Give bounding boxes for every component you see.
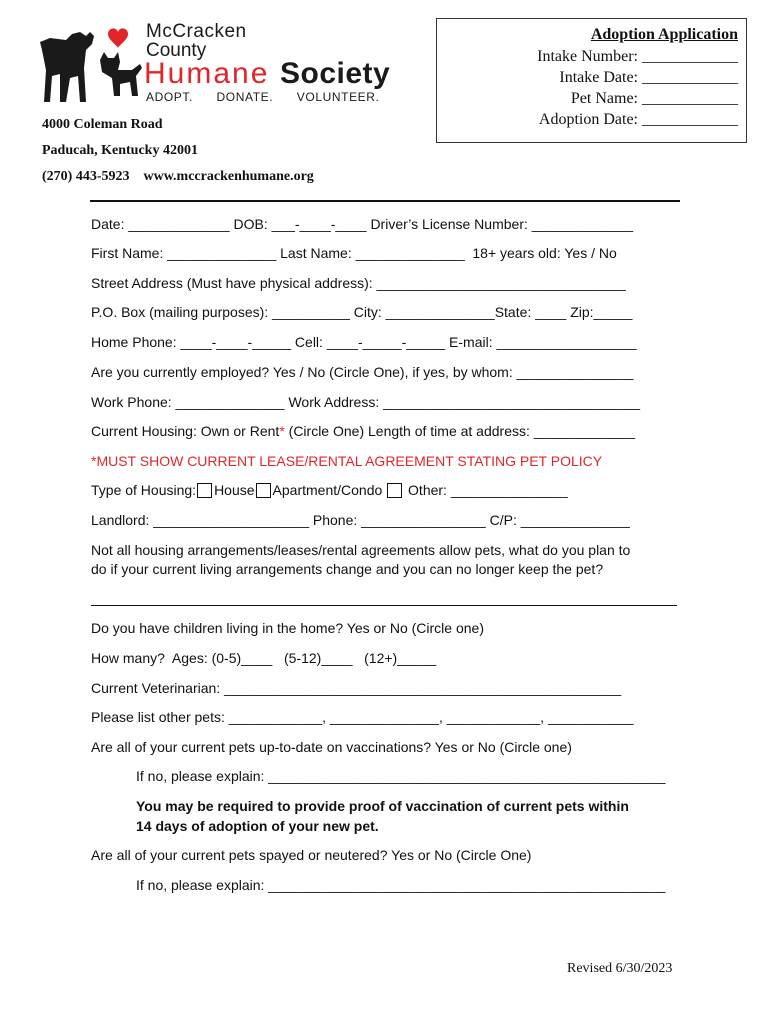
housing-line[interactable] (91, 423, 635, 439)
housing-type-line (91, 482, 568, 498)
apartment-checkbox[interactable] (256, 483, 271, 498)
office-use-box (436, 18, 747, 143)
dog-cat-heart-icon (36, 20, 146, 110)
housing-text: Current Housing: Own or Rent (91, 423, 280, 439)
children-line: Do you have children living in the home? Yes or No (Circle one) (91, 620, 484, 636)
housing-length-text: (Circle One) Length of time at address: _____________ (284, 423, 635, 439)
vaccination-question: Are all of your current pets up-to-date on vaccinations? Yes or No (Circle one) (91, 739, 572, 755)
other-label[interactable]: Other: _______________ (408, 482, 568, 498)
other-checkbox[interactable] (387, 483, 402, 498)
adoption-date-field[interactable]: Adoption Date: ____________ (538, 111, 738, 128)
employment-line[interactable]: Are you currently employed? Yes / No (Circle One), if yes, by whom: _______________ (91, 364, 634, 380)
housing-change-answer-field[interactable] (91, 605, 677, 606)
logo-county-text: County (146, 40, 207, 61)
intake-number-field[interactable]: Intake Number: ____________ (537, 48, 738, 65)
address-contact: (270) 443-5923 www.mccrackenhumane.org (42, 169, 314, 184)
other-pets-line[interactable]: Please list other pets: ____________, ______________, ____________, ___________ (91, 709, 634, 725)
street-address-line[interactable]: Street Address (Must have physical address): ________________________________ (91, 275, 626, 291)
vaccination-notice-2: 14 days of adoption of your new pet. (136, 818, 379, 834)
rent-asterisk: * (279, 423, 285, 439)
children-ages-line[interactable]: How many? Ages: (0-5)____ (5-12)____ (12+)_____ (91, 650, 437, 666)
veterinarian-line[interactable]: Current Veterinarian: ___________________________________________________ (91, 680, 622, 696)
apartment-label: Apartment/Condo (272, 482, 383, 498)
po-box-line[interactable]: P.O. Box (mailing purposes): __________ City: ______________State: ____ Zip:_____ (91, 304, 633, 320)
pet-name-field[interactable]: Pet Name: ____________ (570, 90, 738, 107)
spay-explain-field[interactable]: If no, please explain: ___________________________________________________ (136, 877, 666, 893)
vaccination-explain-field[interactable]: If no, please explain: ___________________________________________________ (136, 768, 666, 784)
spay-neuter-question: Are all of your current pets spayed or neutered? Yes or No (Circle One) (91, 847, 532, 863)
intake-date-field[interactable]: Intake Date: ____________ (559, 69, 738, 86)
logo-tagline: ADOPT. DONATE. VOLUNTEER. (146, 90, 380, 104)
vaccination-notice-1: You may be required to provide proof of vaccination of current pets within (136, 798, 629, 814)
address-city: Paducah, Kentucky 42001 (42, 143, 198, 158)
work-line[interactable]: Work Phone: ______________ Work Address: _________________________________ (91, 394, 641, 410)
house-label: House (214, 482, 255, 498)
logo-society-text: Society (280, 57, 391, 90)
name-line[interactable]: First Name: ______________ Last Name: ______________ 18+ years old: Yes / No (91, 245, 617, 261)
house-checkbox[interactable] (197, 483, 212, 498)
housing-change-question-2: do if your current living arrangements change and you can no longer keep the pet? (91, 561, 604, 577)
header-divider (90, 200, 680, 202)
housing-change-question-1: Not all housing arrangements/leases/rental agreements allow pets, what do you plan to (91, 542, 631, 558)
phone-email-line[interactable]: Home Phone: ____-____-_____ Cell: ____-_____-_____ E-mail: __________________ (91, 334, 637, 350)
landlord-line[interactable]: Landlord: ____________________ Phone: ________________ C/P: ______________ (91, 512, 630, 528)
logo (36, 20, 401, 110)
housing-type-label: Type of Housing: (91, 482, 197, 498)
office-title: Adoption Application (590, 26, 738, 43)
address-street: 4000 Coleman Road (42, 117, 163, 132)
revision-date: Revised 6/30/2023 (567, 961, 673, 976)
logo-humane-text: Humane (144, 57, 270, 90)
date-dob-license-line[interactable]: Date: _____________ DOB: ___-____-____ Driver’s License Number: _____________ (91, 216, 633, 232)
logo-mccracken-text: McCracken (146, 21, 247, 42)
lease-notice: *MUST SHOW CURRENT LEASE/RENTAL AGREEMENT STATING PET POLICY (91, 453, 603, 469)
